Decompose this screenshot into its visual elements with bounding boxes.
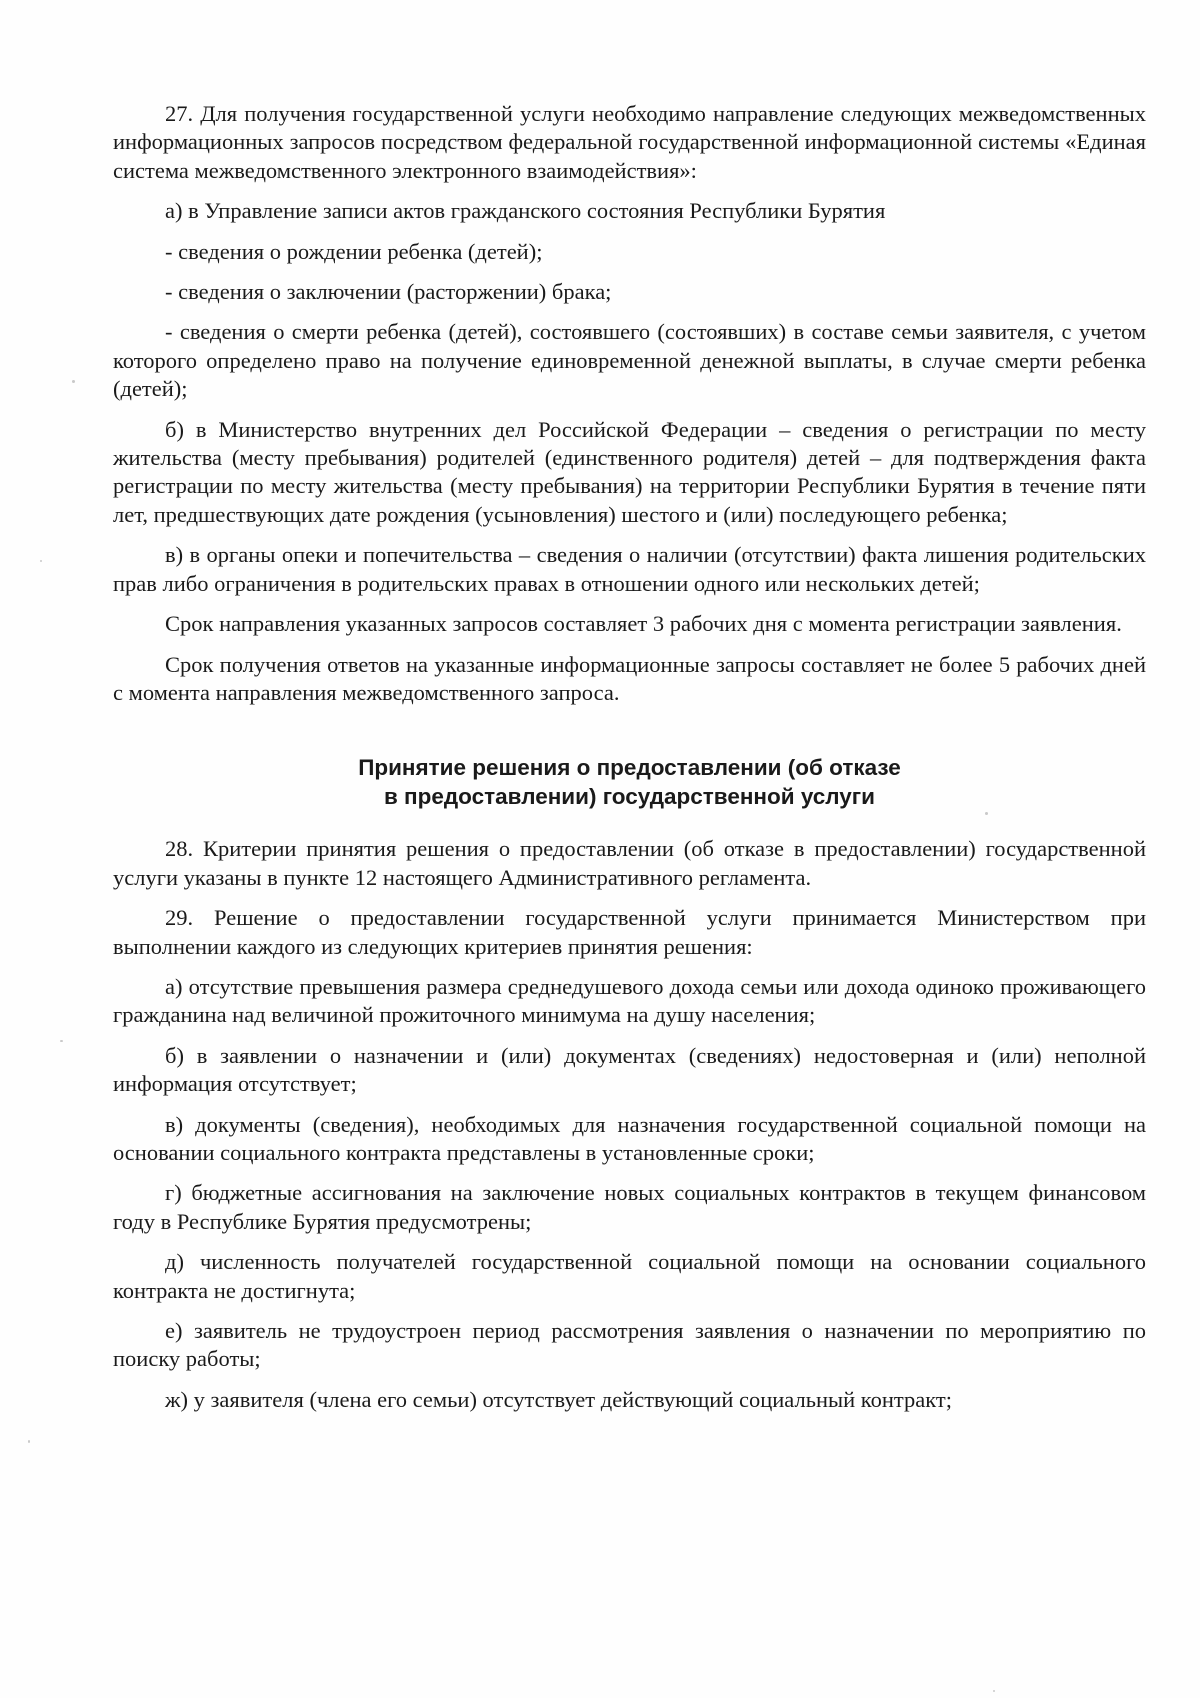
list-item-death: - сведения о смерти ребенка (детей), состоявшего (состоявших) в составе семьи заявителя, с учетом которого определено право на получение единовременной денежной выплаты, в случае смерти ребенка (детей); bbox=[113, 319, 1146, 402]
section-heading-line-2: в предоставлении) государственной услуги bbox=[383, 784, 876, 810]
criterion-g: г) бюджетные ассигнования на заключение новых социальных контрактов в текущем финансовом году в Республике Бурятия предусмотрены; bbox=[113, 1180, 1146, 1234]
paragraph-27a: а) в Управление записи актов гражданского состояния Республики Бурятия bbox=[165, 198, 886, 224]
paragraph-28: 28. Критерии принятия решения о предоставлении (об отказе в предоставлении) государственной услуги указаны в пункте 12 настоящего Административного регламента. bbox=[113, 836, 1146, 890]
criterion-zh: ж) у заявителя (члена его семьи) отсутствует действующий социальный контракт; bbox=[165, 1386, 952, 1412]
criterion-a: а) отсутствие превышения размера среднедушевого дохода семьи или дохода одиноко проживающего гражданина над величиной прожиточного минимума на душу населения; bbox=[113, 973, 1146, 1028]
list-item-birth: - сведения о рождении ребенка (детей); bbox=[165, 238, 543, 264]
scan-speck bbox=[72, 380, 75, 383]
section-heading-line-1: Принятие решения о предоставлении (об отказе bbox=[358, 755, 901, 781]
document-body bbox=[113, 100, 1146, 1426]
criterion-e: е) заявитель не трудоустроен период рассмотрения заявления о назначении по мероприятию по поиску работы; bbox=[113, 1318, 1146, 1372]
criterion-d: д) численность получателей государственной социальной помощи на основании социального контракта не достигнута; bbox=[113, 1249, 1146, 1303]
paragraph-27: 27. Для получения государственной услуги необходимо направление следующих межведомственных информационных запросов посредством федеральной государственной информационной системы «Единая система межведомственного электронного взаимодействия»: bbox=[113, 101, 1146, 183]
scan-speck bbox=[993, 1690, 995, 1692]
section-heading bbox=[113, 753, 1146, 811]
criterion-b: б) в заявлении о назначении и (или) документах (сведениях) недостоверная и (или) неполной информация отсутствует; bbox=[113, 1042, 1146, 1097]
paragraph-29: 29. Решение о предоставлении государственной услуги принимается Министерством при выполнении каждого из следующих критериев принятия решения: bbox=[113, 905, 1146, 959]
scan-speck bbox=[40, 560, 42, 562]
scan-speck bbox=[28, 1440, 30, 1443]
paragraph-27b: б) в Министерство внутренних дел Российской Федерации – сведения о регистрации по месту жительства (месту пребывания) родителей (единственного родителя) детей – для подтверждения факта регистрации по месту жительства (месту пребывания) на территории Республики Бурятия в течение пяти лет, предшествующих дате рождения (усыновления) шестого и (или) последующего ребенка; bbox=[113, 416, 1146, 527]
paragraph-response-term: Срок получения ответов на указанные информационные запросы составляет не более 5 рабочих дней с момента направления межведомственного запроса. bbox=[113, 651, 1146, 705]
paragraph-request-term: Срок направления указанных запросов составляет 3 рабочих дня с момента регистрации заявления. bbox=[165, 611, 1122, 637]
paragraph-27v: в) в органы опеки и попечительства – сведения о наличии (отсутствии) факта лишения родительских прав либо ограничения в родительских правах в отношении одного или нескольких детей; bbox=[113, 542, 1146, 596]
scan-speck bbox=[60, 1040, 63, 1042]
list-item-marriage: - сведения о заключении (расторжении) брака; bbox=[165, 279, 612, 305]
criterion-v: в) документы (сведения), необходимых для назначения государственной социальной помощи на основании социального контракта представлены в установленные сроки; bbox=[113, 1111, 1146, 1165]
